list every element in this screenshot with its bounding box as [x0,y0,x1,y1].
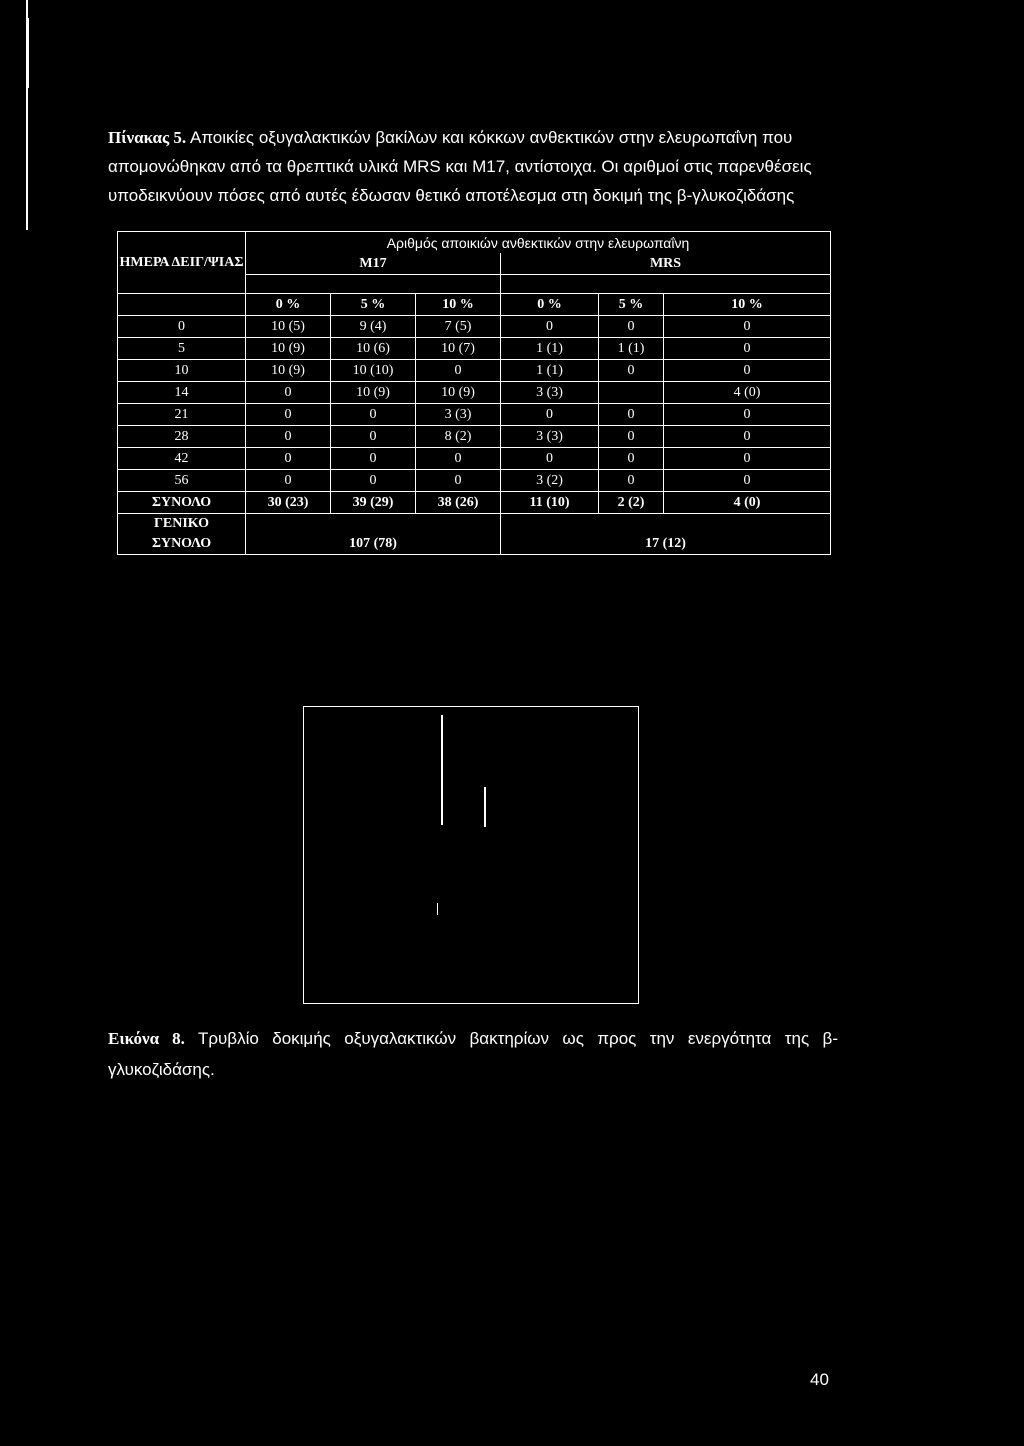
table-row [118,426,831,448]
grand-total-label: ΓΕΝΙΚΟ ΣΥΝΟΛΟ [118,514,246,555]
total-cell: 4 (0) [664,492,831,514]
value-cell: 0 [664,316,831,338]
value-cell: 1 (1) [501,360,599,382]
value-cell: 8 (2) [416,426,501,448]
figure-mark [437,903,438,915]
value-cell: 0 [599,404,664,426]
concentration-header: 5 % [331,294,416,316]
colonies-table [117,231,831,555]
total-cell: 11 (10) [501,492,599,514]
grand-total-mrs: 17 (12) [501,514,831,555]
value-cell: 3 (3) [501,382,599,404]
value-cell: 0 [331,426,416,448]
value-cell: 0 [664,338,831,360]
page-edge-line [28,18,29,88]
day-cell: 21 [118,404,246,426]
value-cell: 0 [664,404,831,426]
concentration-header: 10 % [416,294,501,316]
value-cell: 0 [246,404,331,426]
total-cell: 2 (2) [599,492,664,514]
value-cell: 0 [599,316,664,338]
day-cell: 28 [118,426,246,448]
medium-mrs-header: MRS [501,253,831,275]
value-cell: 10 (10) [331,360,416,382]
value-cell: 0 [416,360,501,382]
figure-caption-text: Τρυβλίο δοκιμής οξυγαλακτικών βακτηρίων ως προς την ενεργότητα της β-γλυκοζιδάσης. [108,1029,838,1079]
concentration-header: 0 % [246,294,331,316]
table-row [118,316,831,338]
value-cell: 0 [501,316,599,338]
value-cell: 4 (0) [664,382,831,404]
value-cell: 0 [599,470,664,492]
value-cell [599,382,664,404]
value-cell: 10 (7) [416,338,501,360]
spacer-cell [246,275,501,294]
total-label: ΣΥΝΟΛΟ [118,492,246,514]
day-cell: 5 [118,338,246,360]
table-body [118,316,831,492]
page-number: 40 [810,1370,829,1389]
value-cell: 0 [246,448,331,470]
table-row [118,338,831,360]
group-header: Αριθμός αποικιών ανθεκτικών στην ελευρωπαΐνη [246,232,831,254]
value-cell: 10 (5) [246,316,331,338]
table-row [118,360,831,382]
value-cell: 0 [664,360,831,382]
table-row [118,404,831,426]
value-cell: 0 [416,470,501,492]
table-row [118,448,831,470]
value-cell: 0 [599,360,664,382]
day-cell: 0 [118,316,246,338]
value-cell: 10 (9) [246,360,331,382]
concentration-header: 5 % [599,294,664,316]
value-cell: 0 [331,404,416,426]
value-cell: 0 [501,404,599,426]
concentration-header: 0 % [501,294,599,316]
grand-total-m17: 107 (78) [246,514,501,555]
value-cell: 1 (1) [501,338,599,360]
value-cell: 0 [246,470,331,492]
day-header: ΗΜΕΡΑ ΔΕΙΓ/ΨΙΑΣ [118,232,246,294]
figure-image-frame [303,706,639,1004]
value-cell: 9 (4) [331,316,416,338]
day-cell: 10 [118,360,246,382]
value-cell: 3 (3) [501,426,599,448]
medium-m17-header: M17 [246,253,501,275]
value-cell: 3 (3) [416,404,501,426]
value-cell: 10 (9) [331,382,416,404]
value-cell: 0 [599,448,664,470]
spacer-cell [501,275,831,294]
value-cell: 0 [599,426,664,448]
figure-mark [441,715,443,825]
value-cell: 0 [416,448,501,470]
value-cell: 10 (6) [331,338,416,360]
value-cell: 0 [331,470,416,492]
value-cell: 0 [246,382,331,404]
value-cell: 0 [501,448,599,470]
value-cell: 0 [664,426,831,448]
figure-caption-label: Εικόνα 8. [108,1029,185,1048]
value-cell: 10 (9) [246,338,331,360]
table-row [118,382,831,404]
value-cell: 0 [331,448,416,470]
table-caption [108,123,848,210]
table-caption-label: Πίνακας 5. [108,128,187,147]
table-row [118,470,831,492]
blank-corner-cell [118,294,246,316]
day-cell: 14 [118,382,246,404]
total-cell: 30 (23) [246,492,331,514]
value-cell: 10 (9) [416,382,501,404]
value-cell: 0 [246,426,331,448]
value-cell: 3 (2) [501,470,599,492]
day-cell: 56 [118,470,246,492]
value-cell: 0 [664,470,831,492]
figure-caption [108,1023,838,1085]
total-cell: 38 (26) [416,492,501,514]
day-cell: 42 [118,448,246,470]
figure-mark [484,787,486,827]
value-cell: 7 (5) [416,316,501,338]
value-cell: 1 (1) [599,338,664,360]
value-cell: 0 [664,448,831,470]
table-caption-text: Αποικίες οξυγαλακτικών βακίλων και κόκκων ανθεκτικών στην ελευρωπαΐνη που απομονώθηκαν από τα θρεπτικά υλικά MRS και M17, αντίστοιχα. Οι αριθμοί στις παρενθέσεις υποδεικνύουν πόσες από αυτές έδωσαν θετικό αποτέλεσμα στη δοκιμή της β-γλυκοζιδάσης [108,128,812,205]
total-cell: 39 (29) [331,492,416,514]
concentration-header: 10 % [664,294,831,316]
